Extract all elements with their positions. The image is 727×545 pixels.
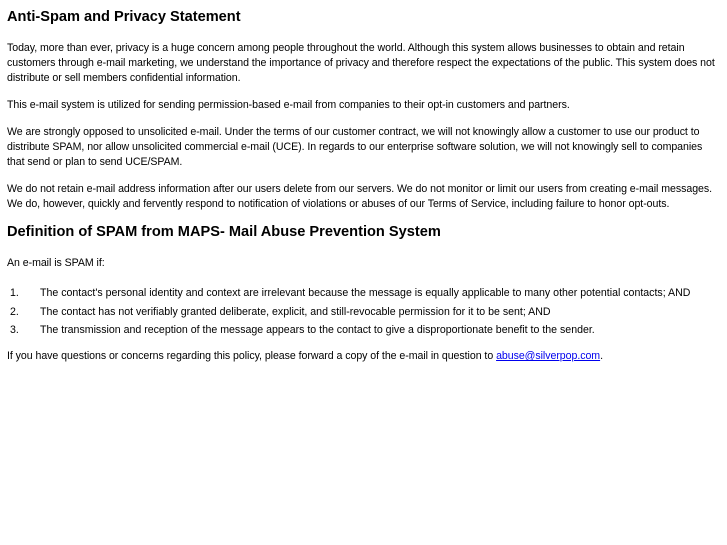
contact-text-end: .: [600, 350, 603, 362]
spam-criteria-list: [7, 286, 719, 338]
contact-text: If you have questions or concerns regarding this policy, please forward a copy of the e-mail in question to: [7, 350, 497, 362]
section-heading-spam-definition: Definition of SPAM from MAPS- Mail Abuse Prevention System: [7, 224, 441, 240]
list-item: [7, 286, 719, 301]
contact-paragraph: [7, 349, 719, 364]
list-item-text: The contact's personal identity and context are irrelevant because the message is equally applicable to many other potential contacts; AND: [40, 287, 691, 299]
page-title: Anti-Spam and Privacy Statement: [7, 9, 241, 25]
list-item: [7, 323, 719, 338]
abuse-email-link[interactable]: abuse@silverpop.com: [496, 350, 601, 362]
list-item-number: 1.: [10, 287, 19, 299]
data-retention-paragraph: We do not retain e-mail address information after our users delete from our servers. We do not monitor or limit our users from creating e-mail messages. We do, however, quickly and fervently respond to notification of violations or abuses of our Terms of Service, including failure to honor opt-outs.: [7, 183, 713, 210]
list-item-number: 3.: [10, 324, 19, 336]
list-item-text: The transmission and reception of the message appears to the contact to give a disproportionate benefit to the sender.: [40, 324, 595, 336]
list-item: [7, 305, 719, 320]
list-item-text: The contact has not verifiably granted deliberate, explicit, and still-revocable permission for it to be sent; AND: [40, 305, 551, 318]
permission-paragraph: This e-mail system is utilized for sending permission-based e-mail from companies to their opt-in customers and partners.: [7, 99, 570, 111]
spam-definition-lead: An e-mail is SPAM if:: [7, 257, 105, 269]
privacy-paragraph: Today, more than ever, privacy is a huge concern among people throughout the world. Although this system allows businesses to obtain and retain customers through e-mail marketing, we understand the importance of privacy and therefore respect the expectations of the public. This system does not distribute or sell members confidential information.: [7, 42, 715, 84]
unsolicited-email-paragraph: We are strongly opposed to unsolicited e-mail. Under the terms of our customer contract, we will not knowingly allow a customer to use our product to distribute SPAM, nor allow unsolicited commercial e-mail (UCE). In regards to our enterprise software solution, we will not knowingly sell to companies that send or plan to send UCE/SPAM.: [7, 126, 703, 168]
list-item-number: 2.: [10, 305, 19, 318]
